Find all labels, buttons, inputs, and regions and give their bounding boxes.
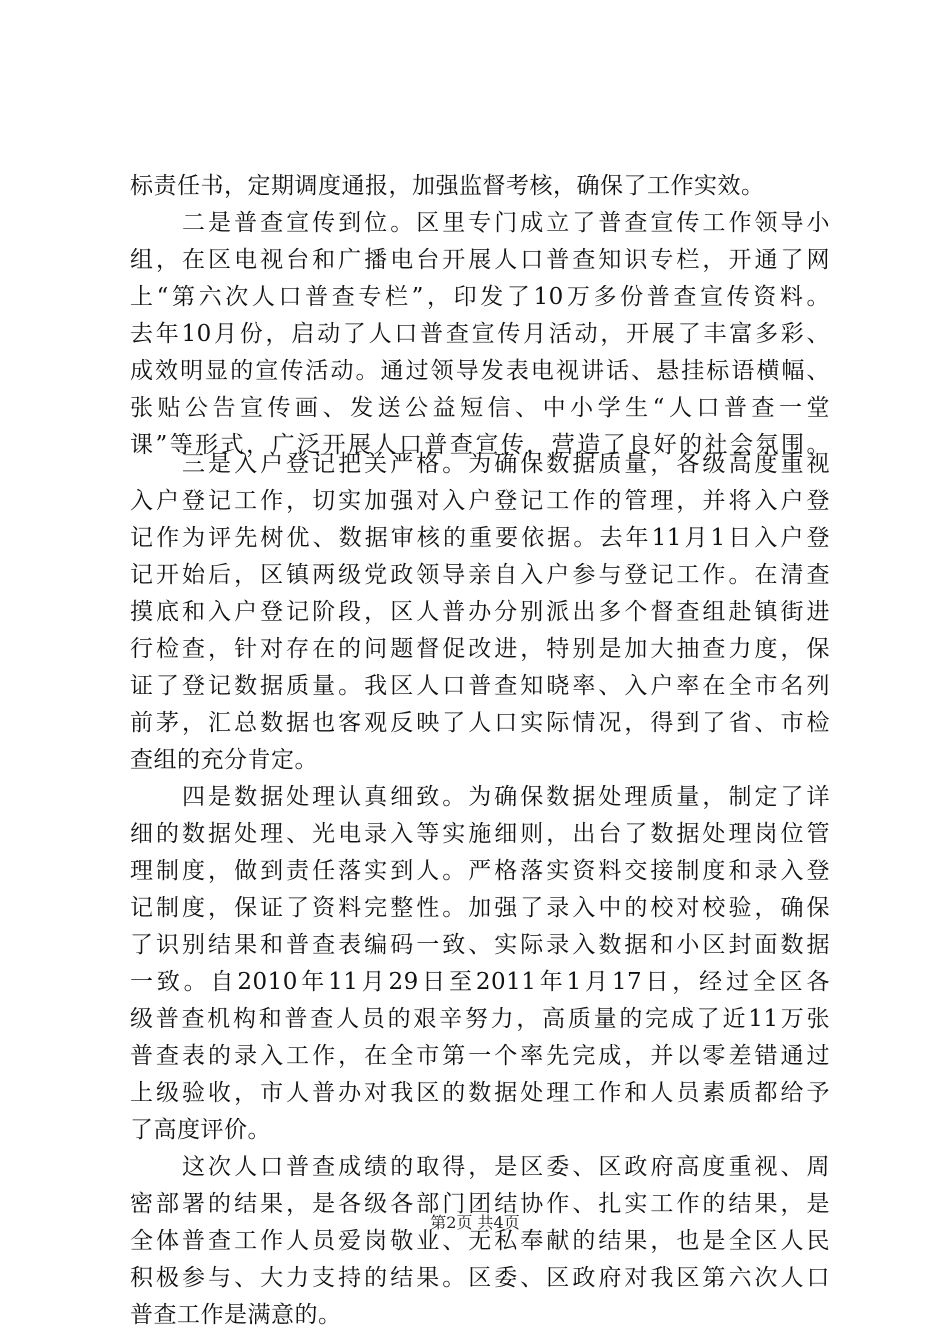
text-line: 这次人口普查成绩的取得，是区委、区政府高度重视、周 (130, 1154, 830, 1180)
text-line: 入户登记工作，切实加强对入户登记工作的管理，并将入户登 (130, 488, 830, 514)
text-line: 组，在区电视台和广播电台开展人口普查知识专栏，开通了网 (130, 247, 830, 273)
text-line: 了识别结果和普查表编码一致、实际录入数据和小区封面数据 (130, 932, 830, 958)
text-line: 一致。自2010年11月29日至2011年1月17日，经过全区各 (130, 969, 830, 995)
text-line: 证了登记数据质量。我区人口普查知晓率、入户率在全市名列 (130, 673, 830, 699)
text-line: 记作为评先树优、数据审核的重要依据。去年11月1日入户登 (130, 525, 830, 551)
text-line: 上级验收，市人普办对我区的数据处理工作和人员素质都给予 (130, 1080, 830, 1106)
text-line: 了高度评价。 (130, 1117, 271, 1143)
text-line: 积极参与、大力支持的结果。区委、区政府对我区第六次人口 (130, 1265, 830, 1291)
text-line: 记制度，保证了资料完整性。加强了录入中的校对校验，确保 (130, 895, 830, 921)
text-line: 密部署的结果，是各级各部门团结协作、扎实工作的结果，是 (130, 1191, 830, 1217)
text-line: 去年10月份，启动了人口普查宣传月活动，开展了丰富多彩、 (130, 321, 830, 347)
page-footer: 第2页 共4页 (430, 1213, 520, 1232)
text-line: 课”等形式，广泛开展人口普查宣传，营造了良好的社会氛围。 (130, 432, 830, 458)
text-line: 摸底和入户登记阶段，区人普办分别派出多个督查组赴镇街进 (130, 599, 830, 625)
text-line: 行检查，针对存在的问题督促改进，特别是加大抽查力度，保 (130, 636, 830, 662)
text-line: 细的数据处理、光电录入等实施细则，出台了数据处理岗位管 (130, 821, 830, 847)
text-line: 全体普查工作人员爱岗敬业、无私奉献的结果，也是全区人民 (130, 1228, 830, 1254)
text-line: 理制度，做到责任落实到人。严格落实资料交接制度和录入登 (130, 858, 830, 884)
text-line: 上“第六次人口普查专栏”，印发了10万多份普查宣传资料。 (130, 284, 830, 310)
text-line: 标责任书，定期调度通报，加强监督考核，确保了工作实效。 (130, 173, 765, 199)
text-block-top (130, 168, 830, 464)
text-line: 查组的充分肯定。 (130, 747, 318, 773)
text-line: 前茅，汇总数据也客观反映了人口实际情况，得到了省、市检 (130, 710, 830, 736)
text-line: 三是入户登记把关严格。为确保数据质量，各级高度重视 (130, 451, 830, 477)
text-line: 成效明显的宣传活动。通过领导发表电视讲话、悬挂标语横幅、 (130, 358, 830, 384)
text-line: 四是数据处理认真细致。为确保数据处理质量，制定了详 (130, 784, 830, 810)
text-line: 记开始后，区镇两级党政领导亲自入户参与登记工作。在清查 (130, 562, 830, 588)
text-line: 级普查机构和普查人员的艰辛努力，高质量的完成了近11万张 (130, 1006, 830, 1032)
text-line: 普查表的录入工作，在全市第一个率先完成，并以零差错通过 (130, 1043, 830, 1069)
text-block-bottom (130, 446, 830, 1334)
text-line: 张贴公告宣传画、发送公益短信、中小学生“人口普查一堂 (130, 395, 830, 421)
text-line: 二是普查宣传到位。区里专门成立了普查宣传工作领导小 (130, 210, 830, 236)
text-line: 普查工作是满意的。 (130, 1302, 342, 1328)
